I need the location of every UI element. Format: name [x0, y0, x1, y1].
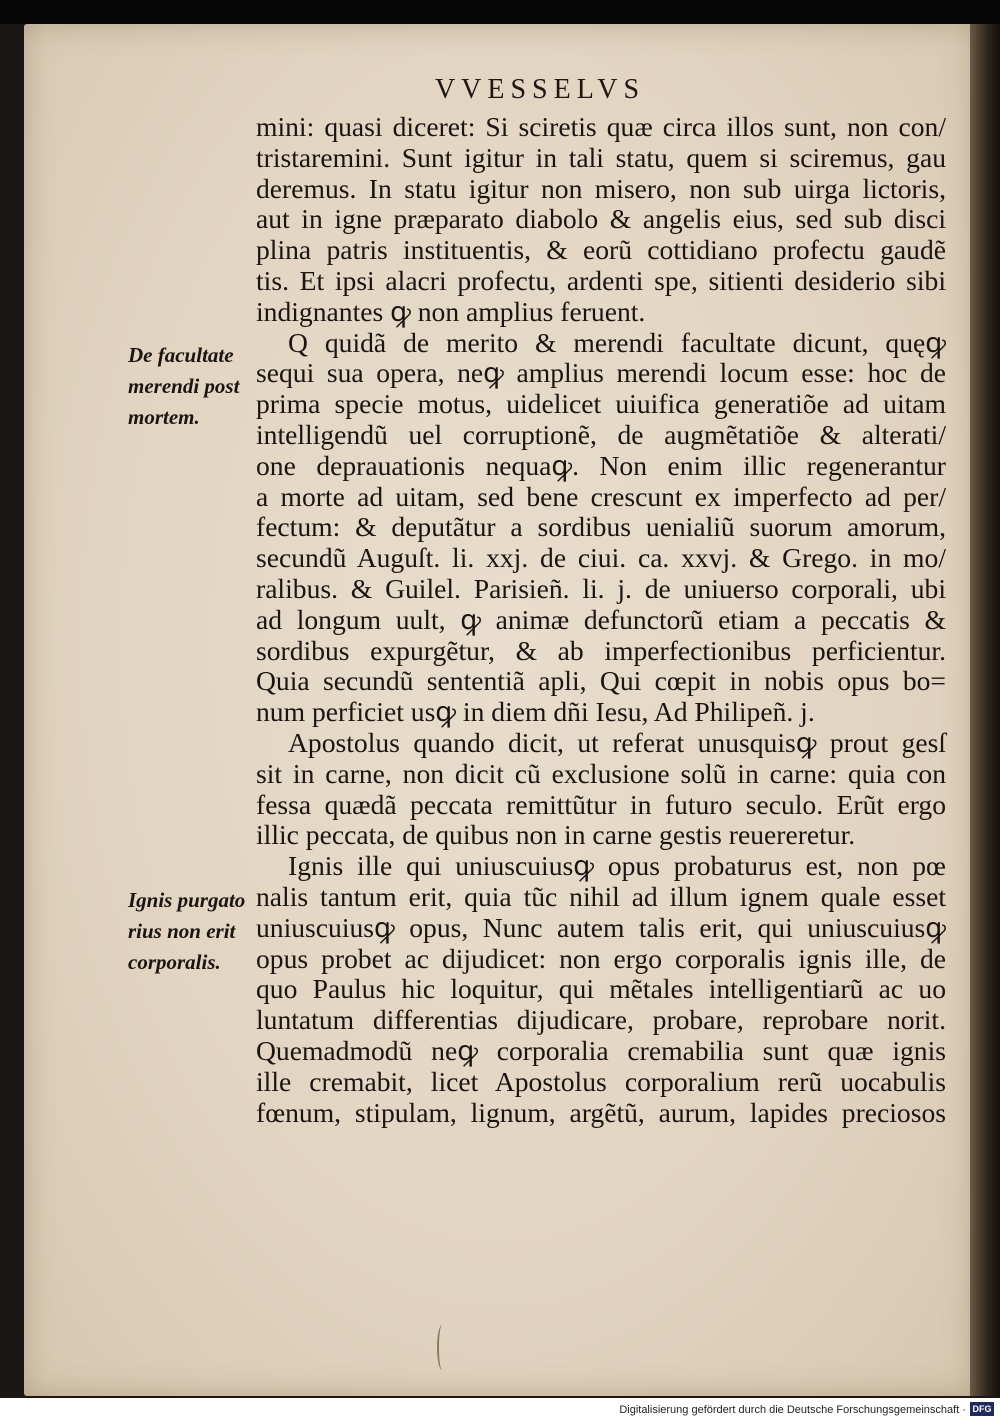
- text-line: one deprauationis nequaꝙ. Non enim illic regenerantur: [256, 449, 946, 481]
- text-line: ralibus. & Guilel. Parisieñ. li. j. de uniuerso corporali, ubi: [256, 572, 946, 604]
- running-header: VVESSELVS: [434, 74, 646, 105]
- text-line: fessa quædã peccata remittũtur in futuro seculo. Erũt ergo: [256, 788, 946, 820]
- text-line: fœnum, stipulam, lignum, argẽtũ, aurum, lapides preciosos: [256, 1096, 946, 1128]
- scan-top-band: [0, 0, 1000, 24]
- paragraph-start-line: Ignis ille qui uniuscuiusꝙ opus probaturus est, non pœ: [288, 850, 946, 882]
- page-edge-mark: [437, 1325, 447, 1370]
- text-line: nalis tantum erit, quia tũc nihil ad illum ignem quale esset: [256, 880, 946, 912]
- text-line: mini: quasi diceret: Si sciretis quæ circa illos sunt, non con/: [256, 111, 946, 142]
- book-gutter: [970, 24, 1000, 1396]
- text-line: plina patris instituentis, & eorũ cottidiano profectu gaudẽ: [256, 234, 946, 266]
- margin-note-line: De facultate: [128, 343, 234, 367]
- margin-note-ignis: [128, 885, 268, 978]
- text-line: Quemadmodũ neꝙ corporalia cremabilia sunt quæ ignis: [256, 1034, 946, 1066]
- paragraph-start-line: Apostolus quando dicit, ut referat unusquisꝙ prout gesſ: [288, 726, 946, 758]
- text-line: aut in igne præparato diabolo & angelis eius, sed sub disci: [256, 203, 946, 235]
- text-line: sordibus expurgẽtur, & ab imperfectionibus perficientur.: [256, 634, 946, 666]
- text-line: prima specie motus, uidelicet uiuifica generatiõe ad uitam: [256, 388, 946, 420]
- margin-note-line: Ignis purgato: [128, 888, 246, 912]
- margin-note-line: rius non erit: [128, 919, 236, 943]
- text-line: luntatum differentias dijudicare, probare, reprobare norit.: [256, 1004, 946, 1036]
- body-text: [256, 112, 946, 1128]
- text-line: deremus. In statu igitur non misero, non sub uirga lictoris,: [256, 172, 946, 204]
- text-line: sequi sua opera, neꝙ amplius merendi locum esse: hoc de: [256, 357, 946, 389]
- text-line: sit in carne, non dicit cũ exclusione solũ in carne: quia con: [256, 757, 946, 789]
- margin-note-facultate: [128, 340, 268, 433]
- text-line: opus probet ac dijudicet: non ergo corporalis ignis ille, de: [256, 942, 946, 974]
- margin-note-line: corporalis.: [128, 950, 221, 974]
- paragraph-start-line: Q quidã de merito & merendi facultate dicunt, quęꝙ: [288, 326, 946, 358]
- text-line: tis. Et ipsi alacri profectu, ardenti spe, sitienti desiderio sibi: [256, 264, 946, 296]
- text-line: secundũ Auguſt. li. xxj. de ciui. ca. xxvj. & Grego. in mo/: [256, 542, 946, 574]
- dfg-logo: DFG: [970, 1402, 994, 1416]
- margin-note-line: mortem.: [128, 405, 200, 429]
- text-line: ille cremabit, licet Apostolus corporalium rerũ uocabulis: [256, 1065, 946, 1097]
- text-line: uniuscuiusꝙ opus, Nunc autem talis erit, qui uniuscuiusꝙ: [256, 911, 946, 943]
- footer-credit: Digitalisierung gefördert durch die Deutsche Forschungsgemeinschaft ·: [619, 1404, 966, 1416]
- text-line: tristaremini. Sunt igitur in tali statu, quem si sciremus, gau: [256, 141, 946, 173]
- text-line: illic peccata, de quibus non in carne gestis reuereretur.: [256, 819, 856, 851]
- text-line: quo Paulus hic loquitur, qui mẽtales intelligentiarũ ac uo: [256, 973, 946, 1005]
- text-line: a morte ad uitam, sed bene crescunt ex imperfecto ad per/: [256, 480, 946, 512]
- margin-note-line: merendi post: [128, 374, 240, 398]
- text-line: indignantes ꝙ non amplius feruent.: [256, 295, 646, 327]
- text-line: ad longum uult, ꝙ animæ defunctorũ etiam a peccatis &: [256, 603, 946, 635]
- text-line: num perficiet usꝙ in diem dñi Iesu, Ad Philipeñ. j.: [256, 696, 815, 728]
- text-line: fectum: & deputãtur a sordibus uenialiũ suorum amorum,: [256, 511, 946, 543]
- text-line: intelligendũ uel corruptionẽ, de augmẽtatiõe & alterati/: [256, 418, 946, 450]
- text-line: Quia secundũ sententiã apli, Qui cœpit in nobis opus bo=: [256, 665, 946, 697]
